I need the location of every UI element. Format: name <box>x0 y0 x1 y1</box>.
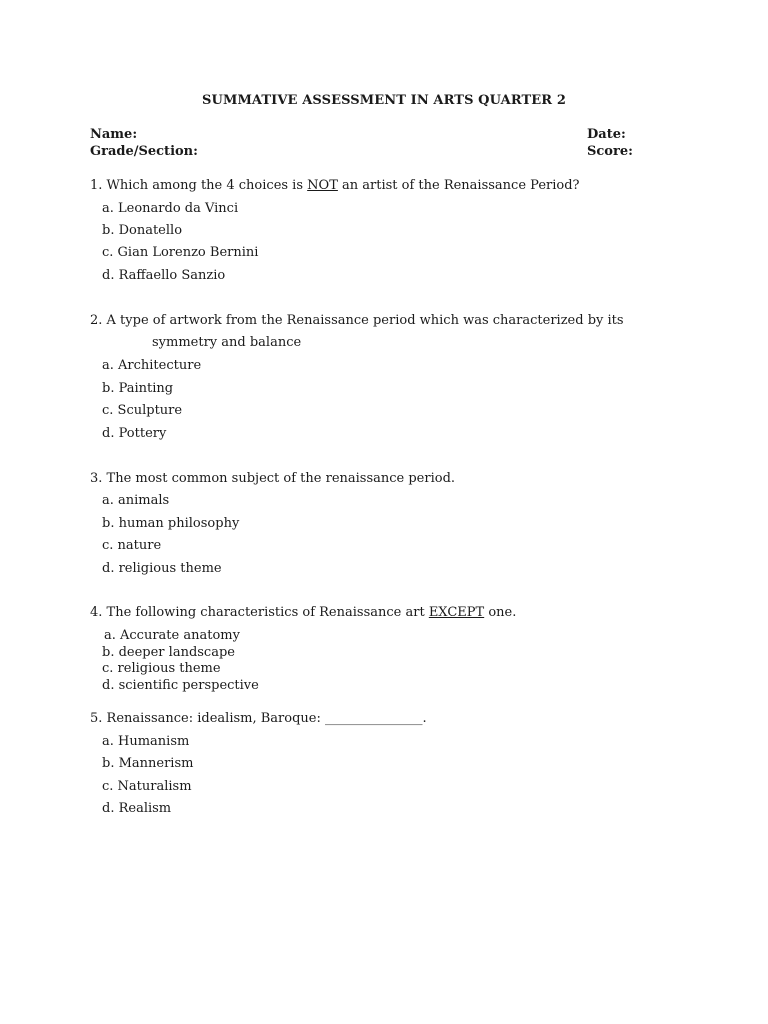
question-5-option-b: b. Mannerism <box>102 756 194 771</box>
question-4-emphasis: EXCEPT <box>428 605 485 620</box>
question-1-emphasis: NOT <box>307 178 338 193</box>
question-4-text-end: one. <box>484 605 517 620</box>
question-5-option-c: c. Naturalism <box>102 779 192 794</box>
grade-section-label: Grade/Section: <box>90 144 198 159</box>
question-1-option-c: c. Gian Lorenzo Bernini <box>102 245 259 260</box>
question-2-option-b: b. Painting <box>102 381 174 396</box>
question-3-option-b: b. human philosophy <box>102 516 240 531</box>
question-3: 3. The most common subject of the renaissance period. <box>90 471 456 486</box>
question-3-option-c: c. nature <box>102 538 162 553</box>
question-3-option-a: a. animals <box>102 493 170 508</box>
question-4-option-d: d. scientific perspective <box>102 678 259 693</box>
question-1-text-start: 1. Which among the 4 choices is <box>90 178 308 193</box>
score-label: Score: <box>587 144 633 159</box>
question-2-option-d: d. Pottery <box>102 426 167 441</box>
question-4-option-b: b. deeper landscape <box>102 645 235 660</box>
question-4 <box>90 605 516 620</box>
question-2-continuation: symmetry and balance <box>152 335 302 350</box>
question-1-option-a: a. Leonardo da Vinci <box>102 201 239 216</box>
question-1-text-end: an artist of the Renaissance Period? <box>337 178 580 193</box>
question-1-option-b: b. Donatello <box>102 223 183 238</box>
question-2-option-c: c. Sculpture <box>102 403 183 418</box>
question-1-option-d: d. Raffaello Sanzio <box>102 268 226 283</box>
question-2-option-a: a. Architecture <box>102 358 202 373</box>
question-5: 5. Renaissance: idealism, Baroque: _______________. <box>90 711 427 726</box>
question-2: 2. A type of artwork from the Renaissance period which was characterized by its <box>90 313 624 328</box>
name-label: Name: <box>90 127 138 142</box>
question-3-option-d: d. religious theme <box>102 561 222 576</box>
question-5-option-a: a. Humanism <box>102 734 190 749</box>
page-title: SUMMATIVE ASSESSMENT IN ARTS QUARTER 2 <box>202 93 566 108</box>
question-5-option-d: d. Realism <box>102 801 172 816</box>
question-4-text-start: 4. The following characteristics of Renaissance art <box>90 605 429 620</box>
date-label: Date: <box>587 127 626 142</box>
question-4-option-c: c. religious theme <box>102 661 221 676</box>
question-1 <box>90 178 580 193</box>
question-4-option-a: a. Accurate anatomy <box>104 628 240 643</box>
